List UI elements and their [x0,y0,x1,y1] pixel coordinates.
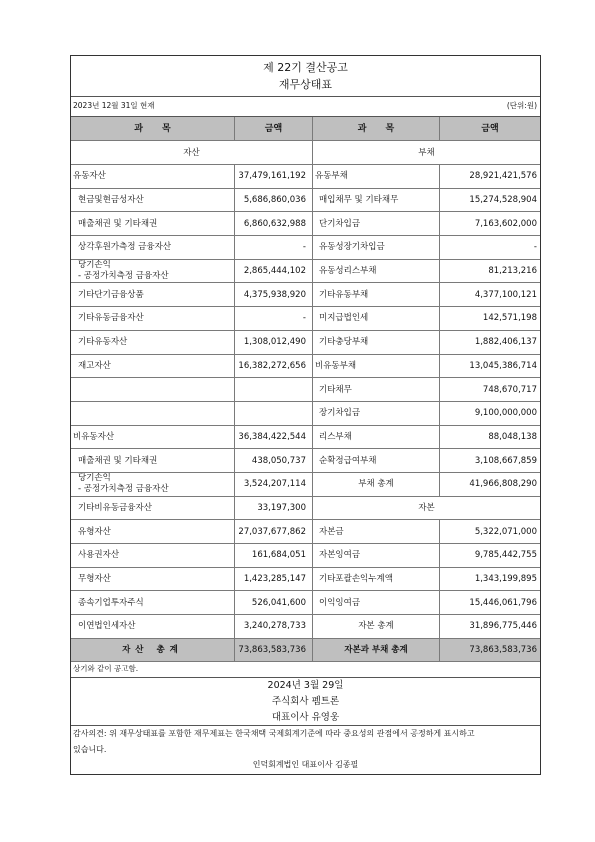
liability-equity-item-amount: 15,446,061,796 [440,591,540,615]
liability-equity-item-label: 기타충당부채 [313,331,440,355]
total-liabilities-amount: 41,966,808,290 [440,473,540,497]
liability-equity-item-label: 이익잉여금 [313,591,440,615]
asset-item-amount: 5,686,860,036 [235,189,313,213]
liability-equity-item-amount: 142,571,198 [440,307,540,331]
total-liabilities-label: 부채 총계 [313,473,440,497]
column-header-amount-left: 금액 [235,117,313,141]
asset-item-amount: - [235,236,313,260]
liability-equity-item-label: 기타포괄손익누계액 [313,568,440,592]
liability-equity-item-amount: 5,322,071,000 [440,520,540,544]
asset-item-amount: 3,240,278,733 [235,615,313,639]
asset-item-amount: 33,197,300 [235,497,313,521]
liability-equity-item-label: 순확정급여부채 [313,449,440,473]
total-equity-amount: 31,896,775,446 [440,615,540,639]
asset-item-label: 무형자산 [71,568,235,592]
liability-equity-item-label: 단기차입금 [313,212,440,236]
asset-item-label: 종속기업투자주식 [71,591,235,615]
liability-equity-item-amount: 4,377,100,121 [440,283,540,307]
total-equity-label: 자본 총계 [313,615,440,639]
title-block [71,56,540,97]
currency-unit: (단위:원) [506,101,537,110]
auditor-signature: 인덕회계법인 대표이사 김종필 [252,759,359,769]
date-unit-row [71,97,540,116]
closing-statement: 상기와 같이 공고함. [71,662,540,677]
liability-equity-item-label: 매입채무 및 기타채무 [313,189,440,213]
notice-title: 제 22기 결산공고 [263,61,348,74]
asset-item-label [71,260,235,284]
asset-item-amount: 1,308,012,490 [235,331,313,355]
asset-item-label: 현금및현금성자산 [71,189,235,213]
asset-item-label: 기타유동자산 [71,331,235,355]
column-header-subject-right: 과 목 [313,117,440,141]
asset-item-label: 유형자산 [71,520,235,544]
empty-cell [235,378,313,402]
empty-cell [71,402,235,426]
liability-equity-item-label: 기타유동부채 [313,283,440,307]
empty-cell [235,402,313,426]
asset-item-label: 기타단기금융상품 [71,283,235,307]
asset-item-label: 상각후원가측정 금융자산 [71,236,235,260]
liability-equity-item-amount: 748,670,717 [440,378,540,402]
as-of-date: 2023년 12월 31일 현재 [73,101,155,110]
asset-item-amount: - [235,307,313,331]
liability-equity-item-amount: - [440,236,540,260]
asset-item-label: 사용권자산 [71,544,235,568]
liability-equity-item-amount: 13,045,386,714 [440,355,540,379]
total-liabilities-equity-label: 자본과 부채 총계 [313,639,440,663]
asset-item-label-line1: 당기손익 [78,472,111,483]
asset-item-label: 기타유동금융자산 [71,307,235,331]
statement-title: 재무상태표 [278,78,333,91]
liability-equity-item-label: 미지급법인세 [313,307,440,331]
liability-equity-item-label: 비유동부채 [313,355,440,379]
liability-equity-item-label: 자본금 [313,520,440,544]
asset-item-amount: 4,375,938,920 [235,283,313,307]
total-assets-label: 자산 총계 [71,639,235,663]
section-heading-assets: 자산 [71,141,313,165]
asset-item-amount: 27,037,677,862 [235,520,313,544]
liability-equity-item-amount: 88,048,138 [440,426,540,450]
asset-item-label-line1: 당기손익 [78,259,111,270]
section-heading-liabilities: 부채 [313,141,540,165]
notice-date: 2024년 3월 29일 [267,679,344,691]
liability-equity-item-amount: 9,100,000,000 [440,402,540,426]
liability-equity-item-amount: 1,882,406,137 [440,331,540,355]
liability-equity-item-label: 자본잉여금 [313,544,440,568]
two-line-label [78,260,169,283]
audit-opinion-line1: 감사의견: 위 재무상태표를 포함한 재무제표는 한국채택 국제회계기준에 따라 중요성의 관점에서 공정하게 표시하고 [73,728,475,738]
asset-item-label: 비유동자산 [71,426,235,450]
asset-item-amount: 37,479,161,192 [235,165,313,189]
column-header-subject-left: 과 목 [71,117,235,141]
liability-equity-item-amount: 7,163,602,000 [440,212,540,236]
asset-item-label: 유동자산 [71,165,235,189]
asset-item-amount: 438,050,737 [235,449,313,473]
asset-item-amount: 36,384,422,544 [235,426,313,450]
asset-item-label: 매출채권 및 기타채권 [71,449,235,473]
liability-equity-item-label: 장기차입금 [313,402,440,426]
asset-item-amount: 1,423,285,147 [235,568,313,592]
company-name: 주식회사 펨트론 [271,695,340,707]
total-liabilities-equity-amount: 73,863,583,736 [440,639,540,663]
balance-sheet-table [71,116,540,662]
section-heading-equity: 자본 [313,497,540,521]
audit-opinion-line2: 있습니다. [73,744,107,754]
liability-equity-item-label: 유동성장기차입금 [313,236,440,260]
total-assets-amount: 73,863,583,736 [235,639,313,663]
column-header-amount-right: 금액 [440,117,540,141]
asset-item-amount: 2,865,444,102 [235,260,313,284]
asset-item-label-line2: - 공정가치측정 금융자산 [78,271,169,282]
asset-item-amount: 161,684,051 [235,544,313,568]
liability-equity-item-label: 기타채무 [313,378,440,402]
notice-frame [70,55,541,775]
asset-item-label: 이연법인세자산 [71,615,235,639]
liability-equity-item-amount: 3,108,667,859 [440,449,540,473]
empty-cell [71,378,235,402]
liability-equity-item-amount: 81,213,216 [440,260,540,284]
liability-equity-item-label: 유동부채 [313,165,440,189]
asset-item-label: 기타비유동금융자산 [71,497,235,521]
liability-equity-item-amount: 1,343,199,895 [440,568,540,592]
asset-item-label [71,473,235,497]
audit-opinion-block [71,726,540,774]
asset-item-amount: 16,382,272,656 [235,355,313,379]
two-line-label [78,473,169,496]
ceo-name: 대표이사 유영웅 [271,711,340,723]
asset-item-amount: 6,860,632,988 [235,212,313,236]
liability-equity-item-amount: 28,921,421,576 [440,165,540,189]
asset-item-label: 매출채권 및 기타채권 [71,212,235,236]
asset-item-label: 재고자산 [71,355,235,379]
asset-item-label-line2: - 공정가치측정 금융자산 [78,484,169,495]
asset-item-amount: 3,524,207,114 [235,473,313,497]
liability-equity-item-amount: 9,785,442,755 [440,544,540,568]
signature-block [71,678,540,726]
liability-equity-item-amount: 15,274,528,904 [440,189,540,213]
liability-equity-item-label: 유동성리스부채 [313,260,440,284]
liability-equity-item-label: 리스부채 [313,426,440,450]
asset-item-amount: 526,041,600 [235,591,313,615]
